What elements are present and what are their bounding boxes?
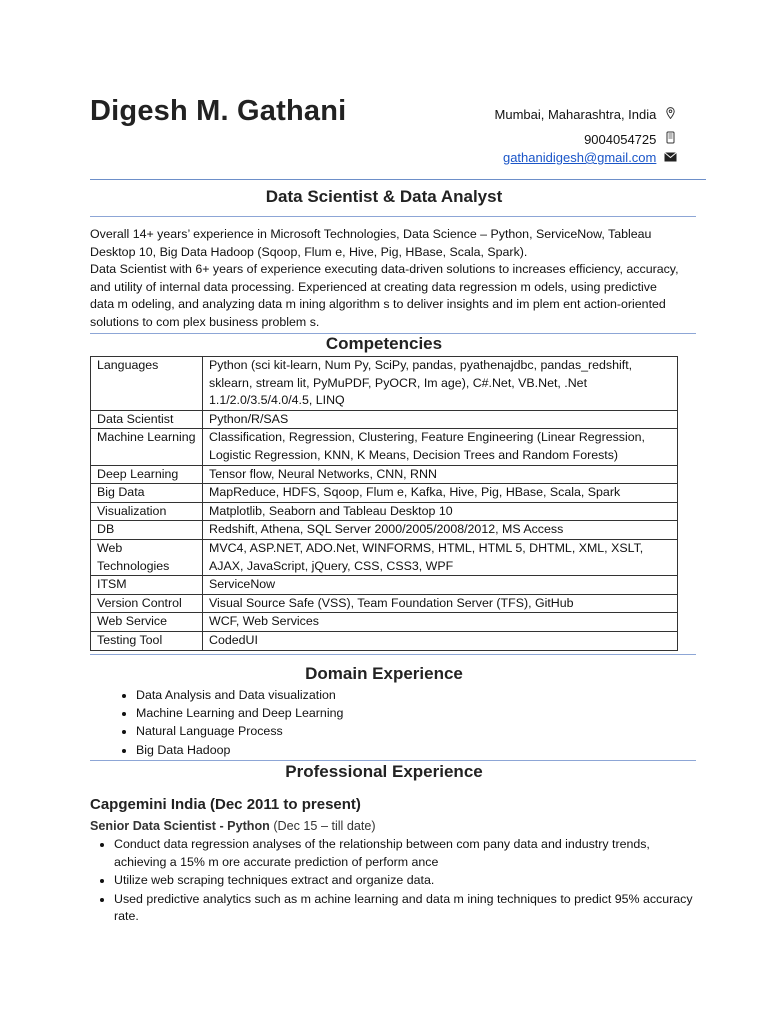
phone-icon	[663, 131, 677, 147]
email-link[interactable]: gathanidigesh@gmail.com	[502, 150, 657, 165]
competency-skills: Classification, Regression, Clustering, Feature Engineering (Linear Regression, Logistic Regression, KNN, K Means, Decision Trees and Random Forests)	[203, 429, 678, 465]
competency-category: Version Control	[91, 594, 203, 613]
responsibilities-list	[90, 836, 699, 927]
competency-row	[91, 357, 678, 411]
competency-skills: Python/R/SAS	[203, 410, 678, 429]
role-dates: (Dec 15 – till date)	[273, 819, 376, 833]
envelope-icon	[663, 152, 677, 165]
company-heading: Capgemini India (Dec 2011 to present)	[90, 796, 361, 813]
candidate-name: Digesh M. Gathani	[90, 95, 347, 127]
competency-skills: Visual Source Safe (VSS), Team Foundation Server (TFS), GitHub	[203, 594, 678, 613]
responsibility-item: • Utilize web scraping techniques extract and organize data.	[114, 872, 699, 890]
domain-item: • Machine Learning and Deep Learning	[136, 704, 343, 722]
role-title: Senior Data Scientist - Python	[90, 819, 270, 833]
competency-category: Web Technologies	[91, 539, 203, 575]
email-line	[503, 150, 677, 165]
competency-row	[91, 594, 678, 613]
competency-row	[91, 613, 678, 632]
professional-heading: Professional Experience	[285, 762, 483, 781]
responsibility-item: • Used predictive analytics such as m achine learning and data m ining techniques to predict 95% accuracy rate.	[114, 891, 699, 926]
competency-category: Big Data	[91, 484, 203, 503]
competency-row	[91, 631, 678, 650]
competency-row	[91, 410, 678, 429]
domain-rule	[90, 654, 696, 655]
competency-row	[91, 521, 678, 540]
competency-skills: Python (sci kit-learn, Num Py, SciPy, pandas, pyathenajdbc, pandas_redshift, sklearn, stream lit, PyMuPDF, PyOCR, Im age), C#.Net, VB.Net, .Net 1.1/2.0/3.5/4.0/4.5, LINQ	[203, 357, 678, 411]
phone-line	[584, 131, 677, 147]
competency-skills: MVC4, ASP.NET, ADO.Net, WINFORMS, HTML, HTML 5, DHTML, XML, XSLT, AJAX, JavaScript, jQuery, CSS, CSS3, WPF	[203, 539, 678, 575]
competency-skills: Redshift, Athena, SQL Server 2000/2005/2008/2012, MS Access	[203, 521, 678, 540]
summary-paragraph-2: Data Scientist with 6+ years of experience executing data-driven solutions to increases efficiency, accuracy, and utility of internal data processing. Experienced at creating data regression m odels, using predictive data m odeling, and analyzing data m ining algorithm s to deliver insights and im plem ent action-oriented solutions to com plex business problem s.	[90, 262, 679, 329]
competency-row	[91, 484, 678, 503]
competency-category: Deep Learning	[91, 465, 203, 484]
competency-category: Testing Tool	[91, 631, 203, 650]
title-rule	[90, 216, 696, 217]
summary	[90, 226, 680, 332]
competencies-heading: Competencies	[325, 334, 443, 353]
domain-list	[112, 686, 343, 759]
summary-paragraph-1: Overall 14+ years’ experience in Microsoft Technologies, Data Science – Python, ServiceNow, Tableau Desktop 10, Big Data Hadoop (Sqoop, Flum e, Hive, Pig, HBase, Scala, Spark).	[90, 227, 652, 259]
phone-text: 9004054725	[584, 132, 657, 147]
competency-skills: CodedUI	[203, 631, 678, 650]
competency-row	[91, 539, 678, 575]
competency-skills: WCF, Web Services	[203, 613, 678, 632]
competencies-table	[90, 356, 678, 651]
role-line	[90, 819, 376, 833]
competency-category: Web Service	[91, 613, 203, 632]
competency-category: Data Scientist	[91, 410, 203, 429]
domain-item: • Natural Language Process	[136, 722, 343, 740]
competency-row	[91, 502, 678, 521]
competency-category: DB	[91, 521, 203, 540]
responsibility-item: • Conduct data regression analyses of the relationship between com pany data and industry trends, achieving a 15% m ore accurate prediction of perform ance	[114, 836, 699, 871]
competency-category: Visualization	[91, 502, 203, 521]
domain-item: • Data Analysis and Data visualization	[136, 686, 343, 704]
competency-skills: Tensor flow, Neural Networks, CNN, RNN	[203, 465, 678, 484]
location-line	[495, 107, 677, 122]
competency-category: Machine Learning	[91, 429, 203, 465]
job-title: Data Scientist & Data Analyst	[265, 187, 503, 206]
competency-row	[91, 576, 678, 595]
header-rule	[90, 179, 706, 180]
competency-category: Languages	[91, 357, 203, 411]
domain-item: • Big Data Hadoop	[136, 741, 343, 759]
competency-skills: ServiceNow	[203, 576, 678, 595]
competency-skills: MapReduce, HDFS, Sqoop, Flum e, Kafka, Hive, Pig, HBase, Scala, Spark	[203, 484, 678, 503]
domain-heading: Domain Experience	[305, 664, 463, 683]
competency-category: ITSM	[91, 576, 203, 595]
location-text: Mumbai, Maharashtra, India	[494, 107, 657, 122]
competency-row	[91, 429, 678, 465]
professional-rule	[90, 760, 696, 761]
competency-skills: Matplotlib, Seaborn and Tableau Desktop 10	[203, 502, 678, 521]
map-pin-icon	[663, 107, 677, 122]
competency-row	[91, 465, 678, 484]
